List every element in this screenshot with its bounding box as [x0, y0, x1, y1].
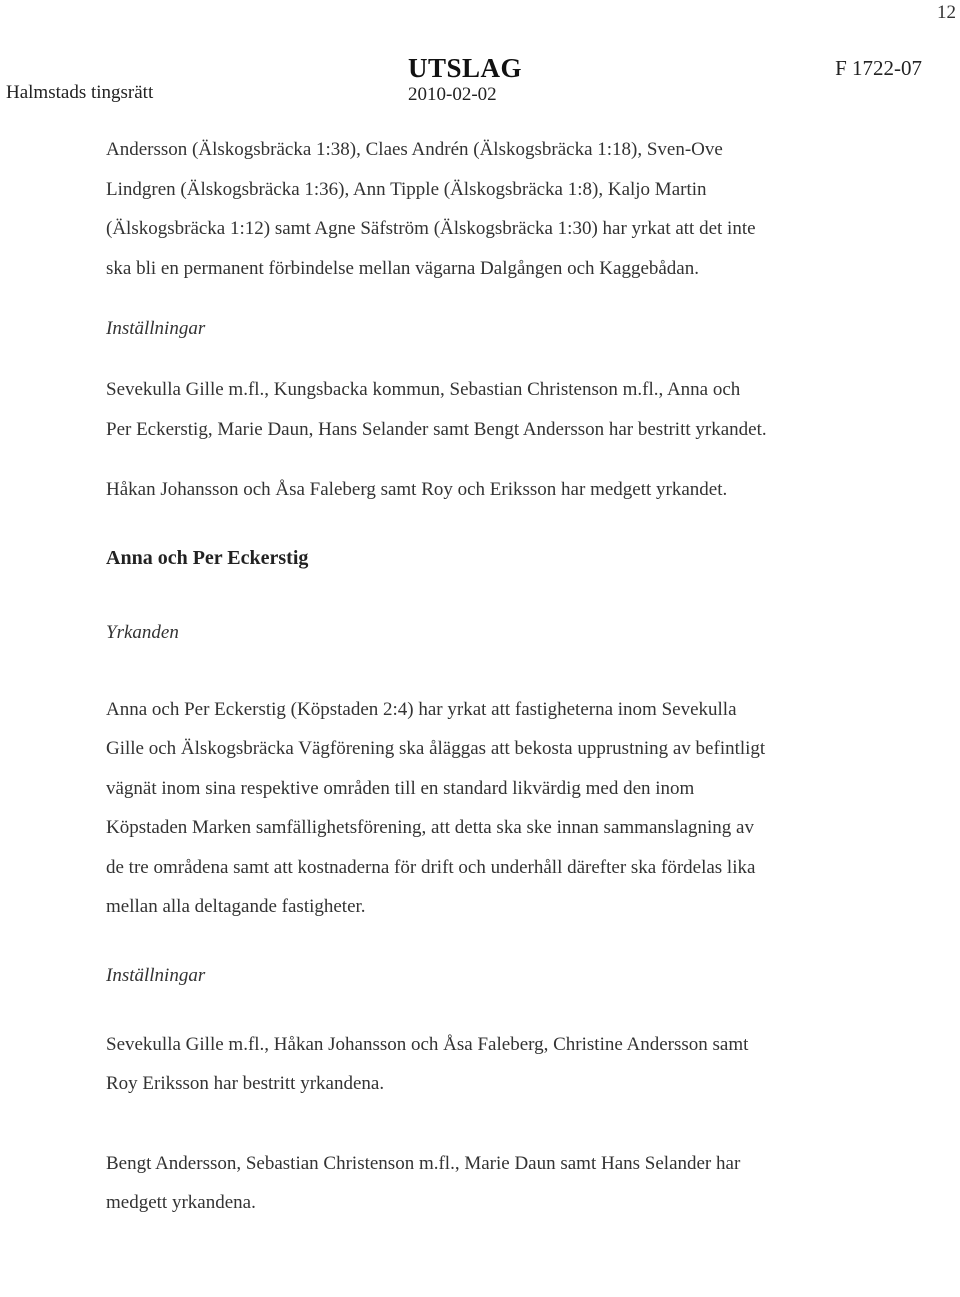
text-line: Andersson (Älskogsbräcka 1:38), Claes Andrén (Älskogsbräcka 1:18), Sven-Ove	[106, 139, 723, 160]
text-line: ska bli en permanent förbindelse mellan vägarna Dalgången och Kaggebådan.	[106, 257, 699, 279]
heading-installningar: Inställningar	[106, 964, 206, 986]
text-line: vägnät inom sina respektive områden till en standard likvärdig med den inom	[106, 777, 695, 799]
text-line: Per Eckerstig, Marie Daun, Hans Selander samt Bengt Andersson har bestritt yrkandet.	[106, 418, 767, 440]
document-body	[106, 130, 906, 1223]
paragraph-conceded-claims	[106, 1144, 906, 1223]
text-line: medgett yrkandena.	[106, 1192, 256, 1213]
text-line: Köpstaden Marken samfällighetsförening, att detta ska ske innan sammanslagning av	[106, 817, 754, 838]
document-title-block	[408, 52, 522, 106]
paragraph-claim	[106, 690, 906, 927]
page-number: 12	[937, 2, 956, 23]
paragraph-claimants	[106, 130, 906, 288]
text-line: (Älskogsbräcka 1:12) samt Agne Säfström (Älskogsbräcka 1:30) har yrkat att det inte	[106, 218, 756, 239]
text-line: Bengt Andersson, Sebastian Christenson m.fl., Marie Daun samt Hans Selander har	[106, 1152, 741, 1174]
paragraph-contested-claims	[106, 1025, 906, 1104]
text-line: Anna och Per Eckerstig (Köpstaden 2:4) har yrkat att fastigheterna inom Sevekulla	[106, 698, 737, 720]
text-line: Sevekulla Gille m.fl., Håkan Johansson och Åsa Faleberg, Christine Andersson samt	[106, 1033, 749, 1055]
text-line: Roy Eriksson har bestritt yrkandena.	[106, 1073, 385, 1094]
section-heading: Anna och Per Eckerstig	[106, 546, 309, 569]
document-date: 2010-02-02	[408, 84, 497, 105]
document-type: UTSLAG	[408, 53, 523, 83]
case-number: F 1722-07	[835, 56, 922, 80]
paragraph-conceded: Håkan Johansson och Åsa Faleberg samt Roy och Eriksson har medgett yrkandet.	[106, 479, 728, 500]
heading-yrkanden: Yrkanden	[106, 621, 179, 643]
text-line: Lindgren (Älskogsbräcka 1:36), Ann Tipple (Älskogsbräcka 1:8), Kaljo Martin	[106, 178, 707, 200]
heading-installningar: Inställningar	[106, 318, 206, 339]
court-name: Halmstads tingsrätt	[6, 82, 154, 103]
text-line: mellan alla deltagande fastigheter.	[106, 896, 366, 917]
text-line: Sevekulla Gille m.fl., Kungsbacka kommun, Sebastian Christenson m.fl., Anna och	[106, 379, 741, 400]
paragraph-contested	[106, 370, 906, 449]
text-line: de tre områdena samt att kostnaderna för drift och underhåll därefter ska fördelas lika	[106, 856, 756, 878]
text-line: Gille och Älskogsbräcka Vägförening ska åläggas att bekosta upprustning av befintligt	[106, 738, 766, 759]
